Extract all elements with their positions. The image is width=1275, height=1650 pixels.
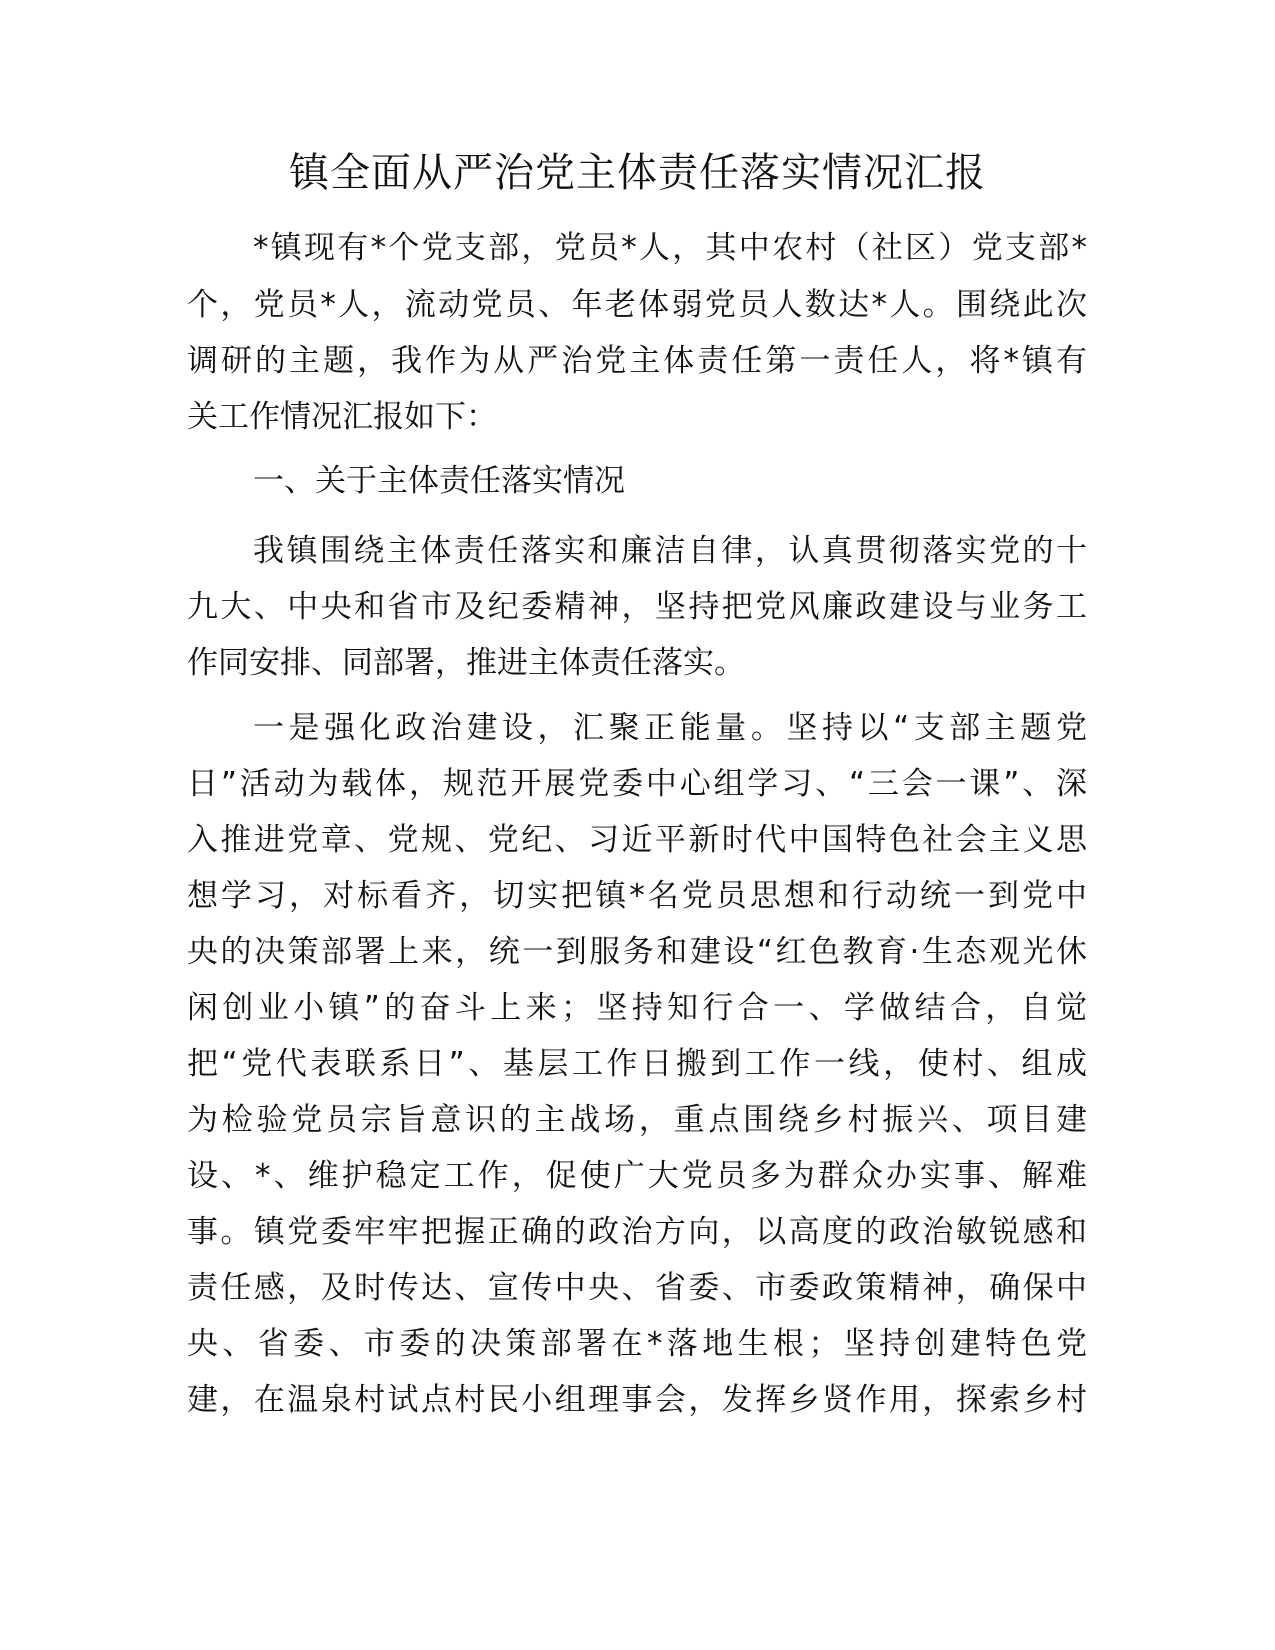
paragraph-1-line-4: 关工作情况汇报如下： [187,399,497,435]
section-heading-1: 一、关于主体责任落实情况 [253,463,625,499]
paragraph-3-line-2: 日”活动为载体，规范开展党委中心组学习、“三会一课”、深 [187,766,1087,802]
paragraph-2-line-2: 九大、中央和省市及纪委精神，坚持把党风廉政建设与业务工 [187,589,1087,625]
document-title: 镇全面从严治党主体责任落实情况汇报 [289,150,986,196]
paragraph-2-line-3: 作同安排、同部署，推进主体责任落实。 [187,645,745,681]
paragraph-3-line-8: 为检验党员宗旨意识的主战场，重点围绕乡村振兴、项目建 [187,1102,1087,1138]
paragraph-1-line-3: 调研的主题，我作为从严治党主体责任第一责任人，将*镇有 [187,343,1087,379]
paragraph-1-line-1: *镇现有*个党支部，党员*人，其中农村（社区）党支部* [253,230,1087,266]
paragraph-1-line-2: 个，党员*人，流动党员、年老体弱党员人数达*人。围绕此次 [187,287,1087,323]
paragraph-3-line-1: 一是强化政治建设，汇聚正能量。坚持以“支部主题党 [253,710,1087,746]
paragraph-3-line-10: 事。镇党委牢牢把握正确的政治方向，以高度的政治敏锐感和 [187,1214,1087,1250]
paragraph-3-line-13: 建，在温泉村试点村民小组理事会，发挥乡贤作用，探索乡村 [187,1382,1087,1418]
paragraph-3-line-7: 把“党代表联系日”、基层工作日搬到工作一线，使村、组成 [187,1046,1087,1082]
paragraph-2-line-1: 我镇围绕主体责任落实和廉洁自律，认真贯彻落实党的十 [253,533,1087,569]
paragraph-3-line-12: 央、省委、市委的决策部署在*落地生根；坚持创建特色党 [187,1326,1087,1362]
paragraph-3-line-4: 想学习，对标看齐，切实把镇*名党员思想和行动统一到党中 [187,878,1087,914]
paragraph-3-line-3: 入推进党章、党规、党纪、习近平新时代中国特色社会主义思 [187,822,1087,858]
paragraph-3-line-9: 设、*、维护稳定工作，促使广大党员多为群众办实事、解难 [187,1158,1087,1194]
paragraph-3-line-5: 央的决策部署上来，统一到服务和建设“红色教育·生态观光休 [187,934,1087,970]
paragraph-3-line-6: 闲创业小镇”的奋斗上来；坚持知行合一、学做结合，自觉 [187,990,1087,1026]
paragraph-3-line-11: 责任感，及时传达、宣传中央、省委、市委政策精神，确保中 [187,1270,1087,1306]
